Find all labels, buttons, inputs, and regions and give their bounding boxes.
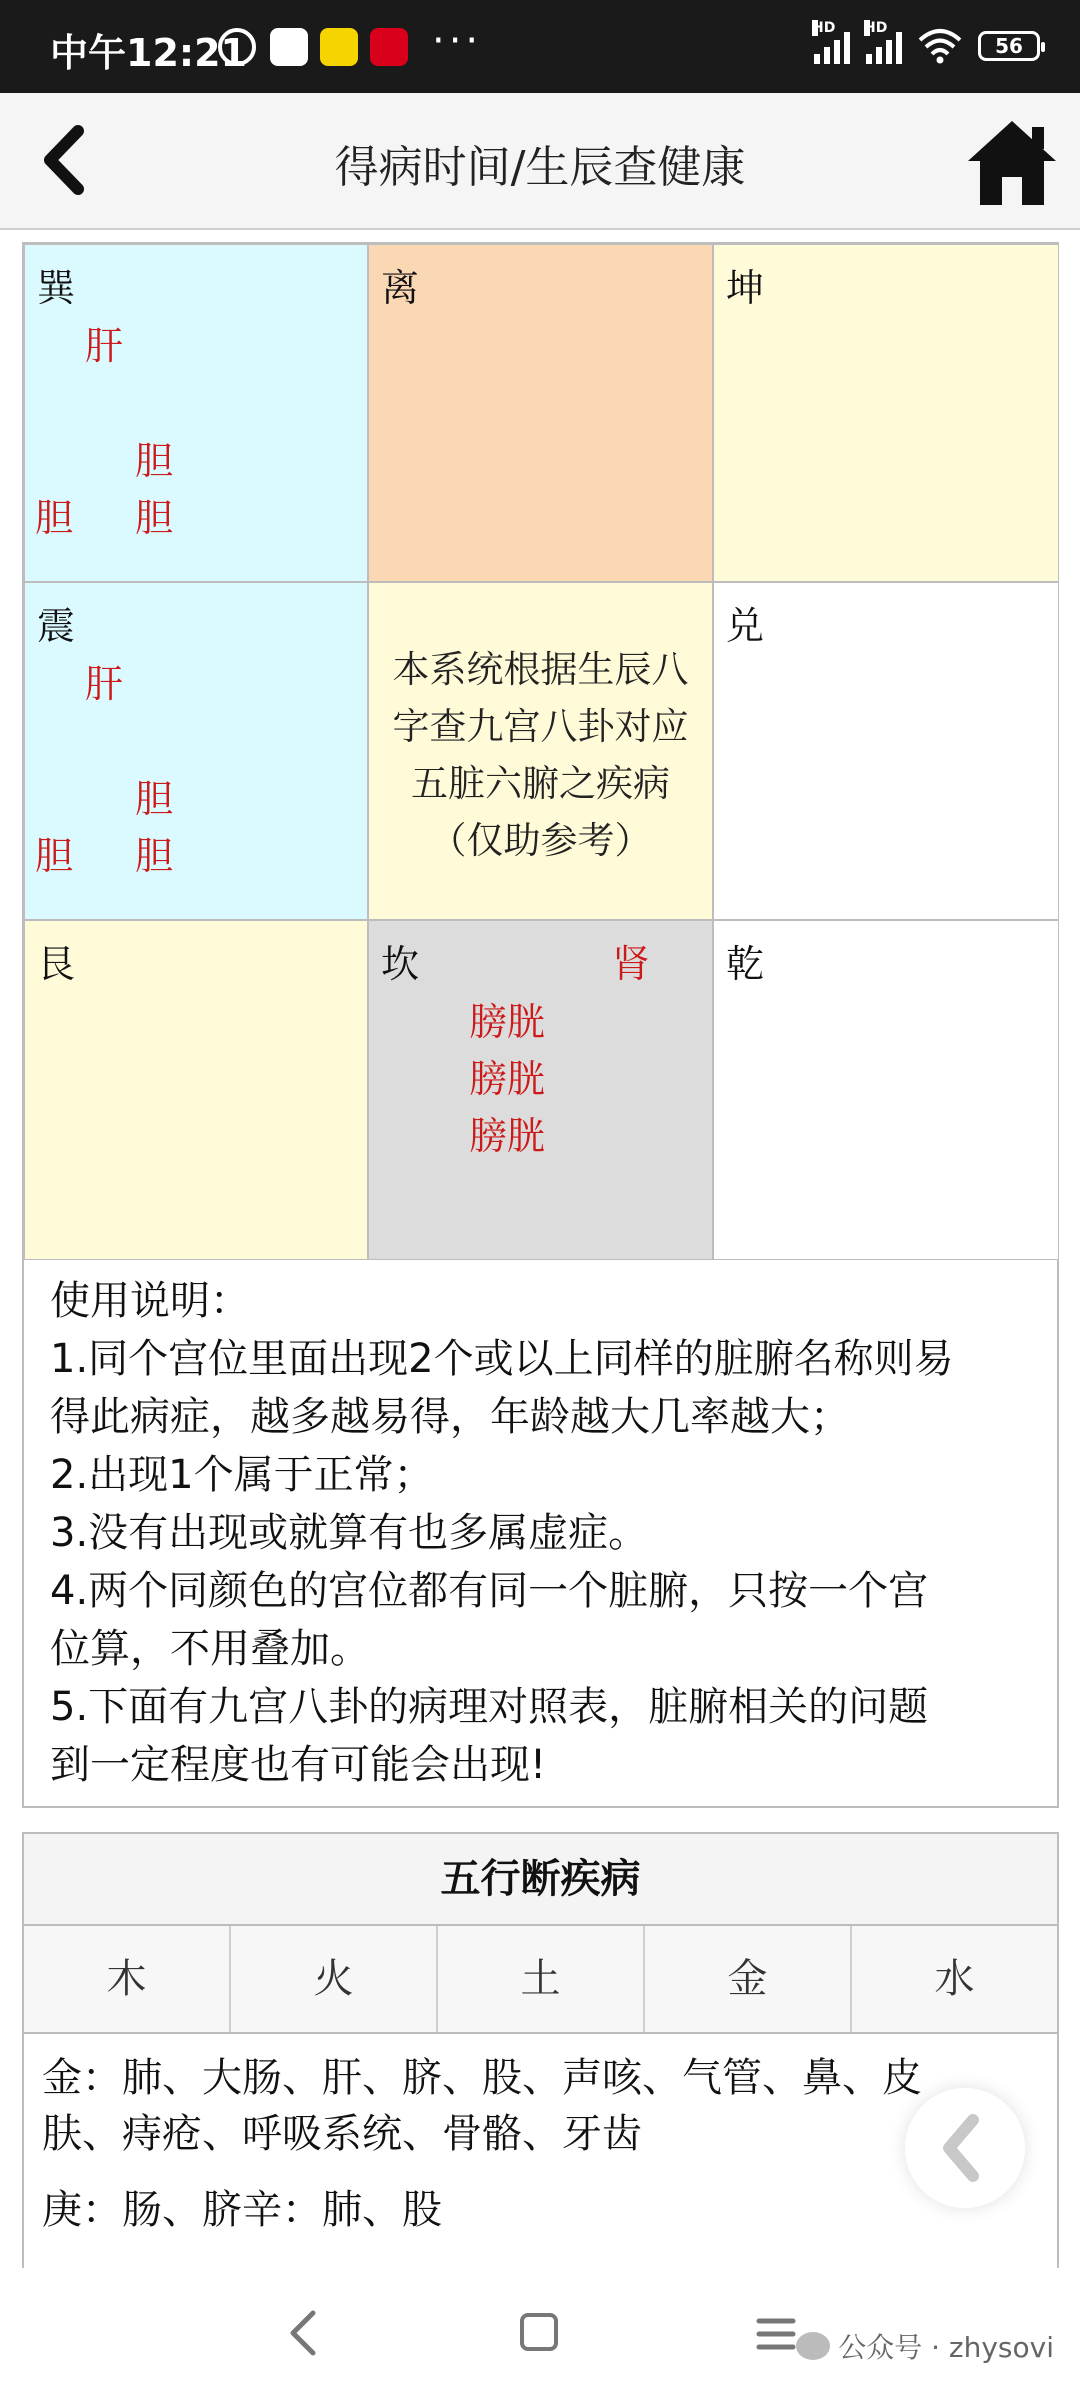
palace-zhen (24, 582, 368, 920)
status-right-group (814, 22, 1040, 70)
center-line: 本系统根据生辰八 (392, 648, 689, 691)
palace-center (368, 582, 713, 920)
instructions-title: 使用说明： (50, 1278, 250, 1324)
element-tabs (24, 1926, 1057, 2034)
organ-label: 胆 (135, 496, 174, 540)
content-line: 肤、痔疮、呼吸系统、骨骼、牙齿 (42, 2111, 642, 2157)
palace-gen (24, 920, 368, 1260)
palace-li (368, 244, 713, 582)
watermark (796, 2326, 1054, 2366)
palace-name: 乾 (726, 942, 765, 986)
palace-name: 震 (37, 604, 76, 648)
organ-label: 膀胱 (469, 1000, 546, 1044)
organ-label: 胆 (135, 777, 174, 821)
palace-kun (713, 244, 1059, 582)
usage-instructions (22, 1260, 1059, 1808)
nav-home-icon[interactable] (520, 2313, 558, 2351)
palace-name: 艮 (37, 942, 76, 986)
system-nav-bar (0, 2268, 1080, 2400)
section-title: 五行断疾病 (24, 1834, 1057, 1926)
palace-name: 坎 (381, 942, 420, 986)
palace-name: 巽 (37, 266, 76, 310)
instruction-line: 1.同个宫位里面出现2个或以上同样的脏腑名称则易 (50, 1336, 954, 1382)
instruction-line: 位算，不用叠加。 (50, 1626, 370, 1672)
organ-label: 胆 (35, 496, 74, 540)
wifi-icon (918, 28, 962, 64)
organ-label: 膀胱 (469, 1114, 546, 1158)
instruction-line: 5.下面有九宫八卦的病理对照表，脏腑相关的问题 (50, 1684, 929, 1730)
organ-label: 肾 (612, 942, 651, 986)
palace-name: 坤 (726, 266, 765, 310)
palace-name: 离 (381, 266, 420, 310)
tab-metal[interactable]: 金 (645, 1926, 852, 2032)
app-notification-icon (320, 28, 358, 66)
wuxing-section (22, 1832, 1059, 2272)
floating-back-button[interactable] (905, 2088, 1025, 2208)
tab-content (24, 2034, 1057, 2254)
alarm-icon (218, 28, 256, 66)
organ-label: 肝 (85, 662, 124, 706)
wechat-logo-icon (796, 2332, 830, 2360)
hd-label: HD (812, 20, 836, 36)
tab-wood[interactable]: 木 (24, 1926, 231, 2032)
watermark-text: 公众号 · zhysovi (838, 2331, 1054, 2364)
organ-label: 肝 (85, 324, 124, 368)
content-line: 金：肺、大肠、肝、脐、股、声咳、气管、鼻、皮 (42, 2055, 922, 2101)
center-line: （仅助参考） (429, 819, 652, 862)
palace-kan (368, 920, 713, 1260)
instruction-line: 到一定程度也有可能会出现! (50, 1742, 547, 1788)
tab-water[interactable]: 水 (852, 1926, 1057, 2032)
instruction-line: 4.两个同颜色的宫位都有同一个脏腑，只按一个宫 (50, 1568, 929, 1614)
app-notification-icon (270, 28, 308, 66)
tmall-notification-icon (370, 28, 408, 66)
instruction-line: 2.出现1个属于正常； (50, 1452, 434, 1498)
home-button[interactable] (962, 115, 1062, 210)
status-bar (0, 0, 1080, 93)
app-header (0, 93, 1080, 230)
instruction-line: 3.没有出现或就算有也多属虚症。 (50, 1510, 649, 1556)
instruction-line: 得此病症，越多越易得，年龄越大几率越大； (50, 1394, 850, 1440)
hd-label: HD (864, 20, 888, 36)
battery-icon: 56 (978, 31, 1040, 61)
more-notifications-icon: ··· (432, 18, 483, 64)
nine-palace-grid (22, 242, 1059, 1260)
content-line: 庚：肠、脐辛：肺、股 (42, 2187, 442, 2233)
status-time: 中午12:21 (50, 31, 247, 75)
organ-label: 胆 (135, 834, 174, 878)
palace-qian (713, 920, 1059, 1260)
organ-label: 胆 (135, 439, 174, 483)
palace-dui (713, 582, 1059, 920)
palace-xun (24, 244, 368, 582)
nav-menu-icon[interactable] (755, 2313, 797, 2355)
signal-icon (812, 20, 850, 64)
tab-fire[interactable]: 火 (231, 1926, 438, 2032)
tab-earth[interactable]: 土 (438, 1926, 645, 2032)
signal-icon (864, 20, 902, 64)
center-line: 五脏六腑之疾病 (411, 762, 670, 805)
nav-back-icon[interactable] (283, 2308, 323, 2358)
organ-label: 胆 (35, 834, 74, 878)
organ-label: 膀胱 (469, 1057, 546, 1101)
center-line: 字查九宫八卦对应 (392, 705, 689, 748)
page-title: 得病时间/生辰查健康 (334, 142, 746, 193)
palace-name: 兑 (726, 604, 765, 648)
center-description (369, 641, 712, 869)
